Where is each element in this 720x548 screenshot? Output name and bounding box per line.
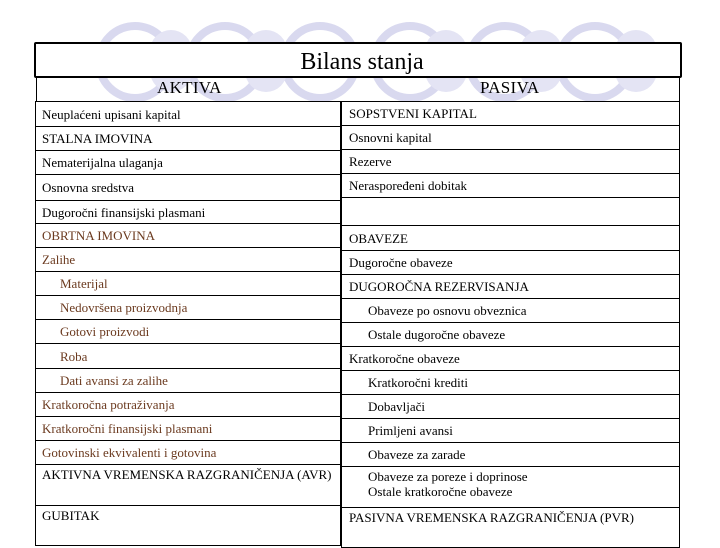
aktiva-row: Dati avansi za zalihe [36, 369, 341, 393]
pasiva-row: PASIVNA VREMENSKA RAZGRANIČENJA (PVR) [342, 508, 680, 548]
pasiva-row: Osnovni kapital [342, 126, 680, 150]
aktiva-row: AKTIVNA VREMENSKA RAZGRANIČENJA (AVR) [36, 465, 341, 506]
pasiva-row-group [342, 467, 680, 508]
pasiva-row: DUGOROČNA REZERVISANJA [342, 275, 680, 299]
balance-sheet [35, 101, 680, 540]
pasiva-row: SOPSTVENI KAPITAL [342, 102, 680, 126]
aktiva-row: Neuplaćeni upisani kapital [36, 102, 341, 127]
pasiva-row: Dobavljači [342, 395, 680, 419]
pasiva-row: Kratkoročne obaveze [342, 347, 680, 371]
aktiva-row: Nematerijalna ulaganja [36, 151, 341, 175]
page-title: Bilans stanja [300, 49, 424, 75]
left-border-line [36, 78, 37, 102]
aktiva-row: Gotovi proizvodi [36, 320, 341, 344]
pasiva-row: Dugoročne obaveze [342, 251, 680, 275]
pasiva-header: PASIVA [480, 78, 540, 97]
pasiva-row: Obaveze za zarade [342, 443, 680, 467]
pasiva-row: Obaveze za poreze i doprinose [368, 469, 528, 484]
aktiva-row: Materijal [36, 272, 341, 296]
pasiva-row: OBAVEZE [342, 226, 680, 251]
aktiva-table [35, 101, 341, 546]
aktiva-row: Osnovna sredstva [36, 175, 341, 201]
pasiva-row: Neraspoređeni dobitak [342, 174, 680, 198]
aktiva-row: Roba [36, 344, 341, 369]
pasiva-row: Ostale dugoročne obaveze [342, 323, 680, 347]
pasiva-row: Primljeni avansi [342, 419, 680, 443]
aktiva-header: AKTIVA [157, 78, 222, 97]
pasiva-row: Ostale kratkoročne obaveze [368, 484, 513, 499]
aktiva-row: Zalihe [36, 248, 341, 272]
aktiva-row: OBRTNA IMOVINA [36, 224, 341, 248]
aktiva-row: Dugoročni finansijski plasmani [36, 201, 341, 224]
right-border-line [679, 78, 680, 102]
pasiva-row: Kratkoročni krediti [342, 371, 680, 395]
pasiva-row: Rezerve [342, 150, 680, 174]
aktiva-row: Gotovinski ekvivalenti i gotovina [36, 441, 341, 465]
aktiva-row: Nedovršena proizvodnja [36, 296, 341, 320]
pasiva-table [341, 101, 680, 548]
pasiva-row: Obaveze po osnovu obveznica [342, 299, 680, 323]
pasiva-row-empty [342, 198, 680, 226]
aktiva-row: GUBITAK [36, 506, 341, 546]
aktiva-row: Kratkoročna potraživanja [36, 393, 341, 417]
aktiva-row: STALNA IMOVINA [36, 127, 341, 151]
aktiva-row: Kratkoročni finansijski plasmani [36, 417, 341, 441]
title-box [34, 42, 682, 78]
